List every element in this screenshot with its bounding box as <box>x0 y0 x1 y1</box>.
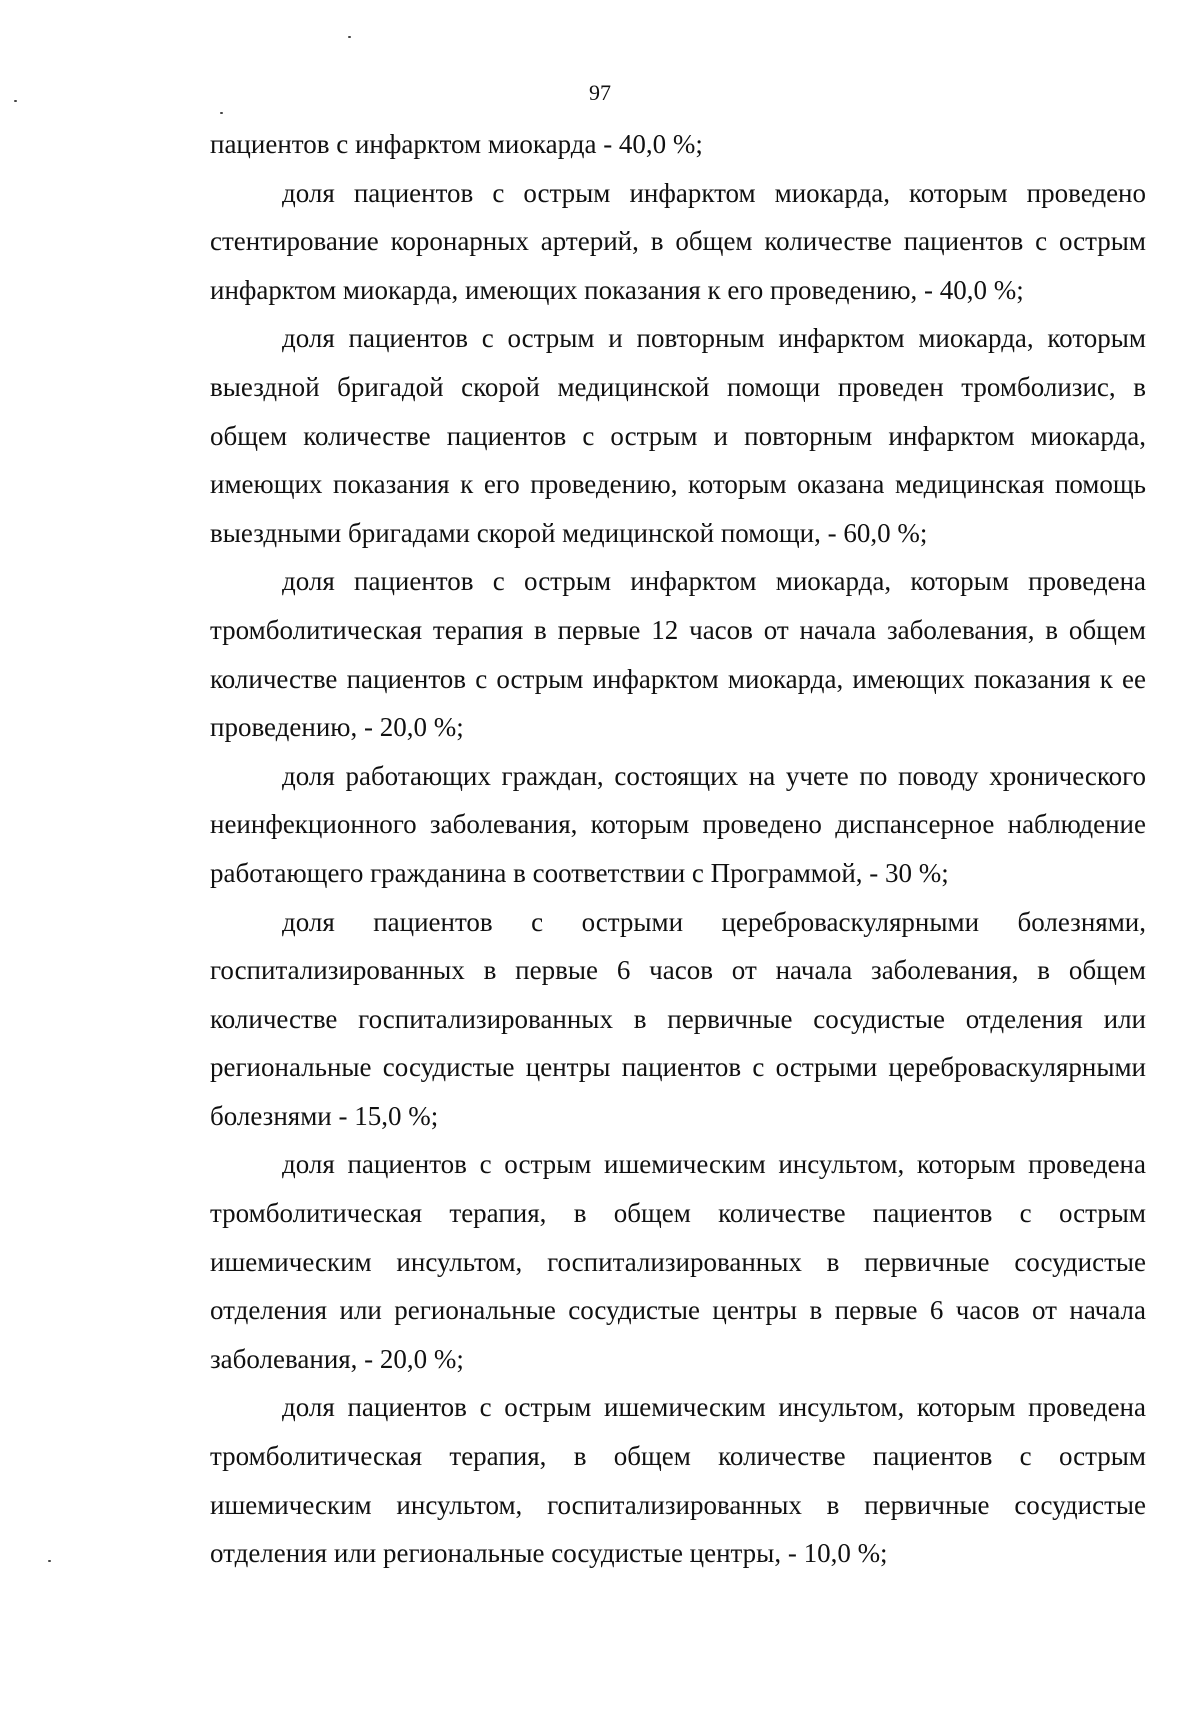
paragraph-stenting-share: доля пациентов с острым инфарктом миокарда, которым проведено стентирование коронарных артерий, в общем количестве пациентов с острым инфарктом миокарда, имеющих показания к его проведению, - 40,0 %; <box>210 177 1146 305</box>
paragraph-dispensary-observation: доля работающих граждан, состоящих на учете по поводу хронического неинфекционного заболевания, которым проведено диспансерное наблюдение работающего гражданина в соответствии с Программой, - 30 %; <box>210 760 1146 888</box>
paragraph-thrombolytic-12h: доля пациентов с острым инфарктом миокарда, которым проведена тромболитическая терапия в первые 12 часов от начала заболевания, в общем количестве пациентов с острым инфарктом миокарда, имеющих показания к ее проведению, - 20,0 %; <box>210 566 1146 743</box>
paragraph-ischemic-stroke-6h: доля пациентов с острым ишемическим инсультом, которым проведена тромболитическая терапия, в общем количестве пациентов с острым ишемическим инсультом, госпитализированных в первичные сосудистые отделения или региональные сосудистые центры в первые 6 часов от начала заболевания, - 20,0 %; <box>210 1149 1146 1374</box>
paragraph-cerebrovascular-6h: доля пациентов с острыми цереброваскулярными болезнями, госпитализированных в первые 6 часов от начала заболевания, в общем количестве госпитализированных в первичные сосудистые отделения или региональные сосудистые центры пациентов с острыми цереброваскулярными болезнями - 15,0 %; <box>210 906 1146 1131</box>
paragraph-thrombolysis-ambulance: доля пациентов с острым и повторным инфарктом миокарда, которым выездной бригадой скорой медицинской помощи проведен тромболизис, в общем количестве пациентов с острым и повторным инфарктом миокарда, имеющих показания к его проведению, которым оказана медицинская помощь выездными бригадами скорой медицинской помощи, - 60,0 %; <box>210 323 1146 548</box>
scan-speck <box>348 36 351 38</box>
paragraph-ischemic-stroke-total: доля пациентов с острым ишемическим инсультом, которым проведена тромболитическая терапия, в общем количестве пациентов с острым ишемическим инсультом, госпитализированных в первичные сосудистые отделения или региональные сосудистые центры, - 10,0 %; <box>210 1392 1146 1569</box>
scan-speck <box>48 1560 51 1562</box>
scan-speck <box>14 100 17 102</box>
document-body <box>210 120 1146 1578</box>
paragraph-continuation: пациентов с инфарктом миокарда - 40,0 %; <box>210 129 703 159</box>
scan-speck <box>220 112 223 114</box>
page-number: 97 <box>589 80 611 105</box>
